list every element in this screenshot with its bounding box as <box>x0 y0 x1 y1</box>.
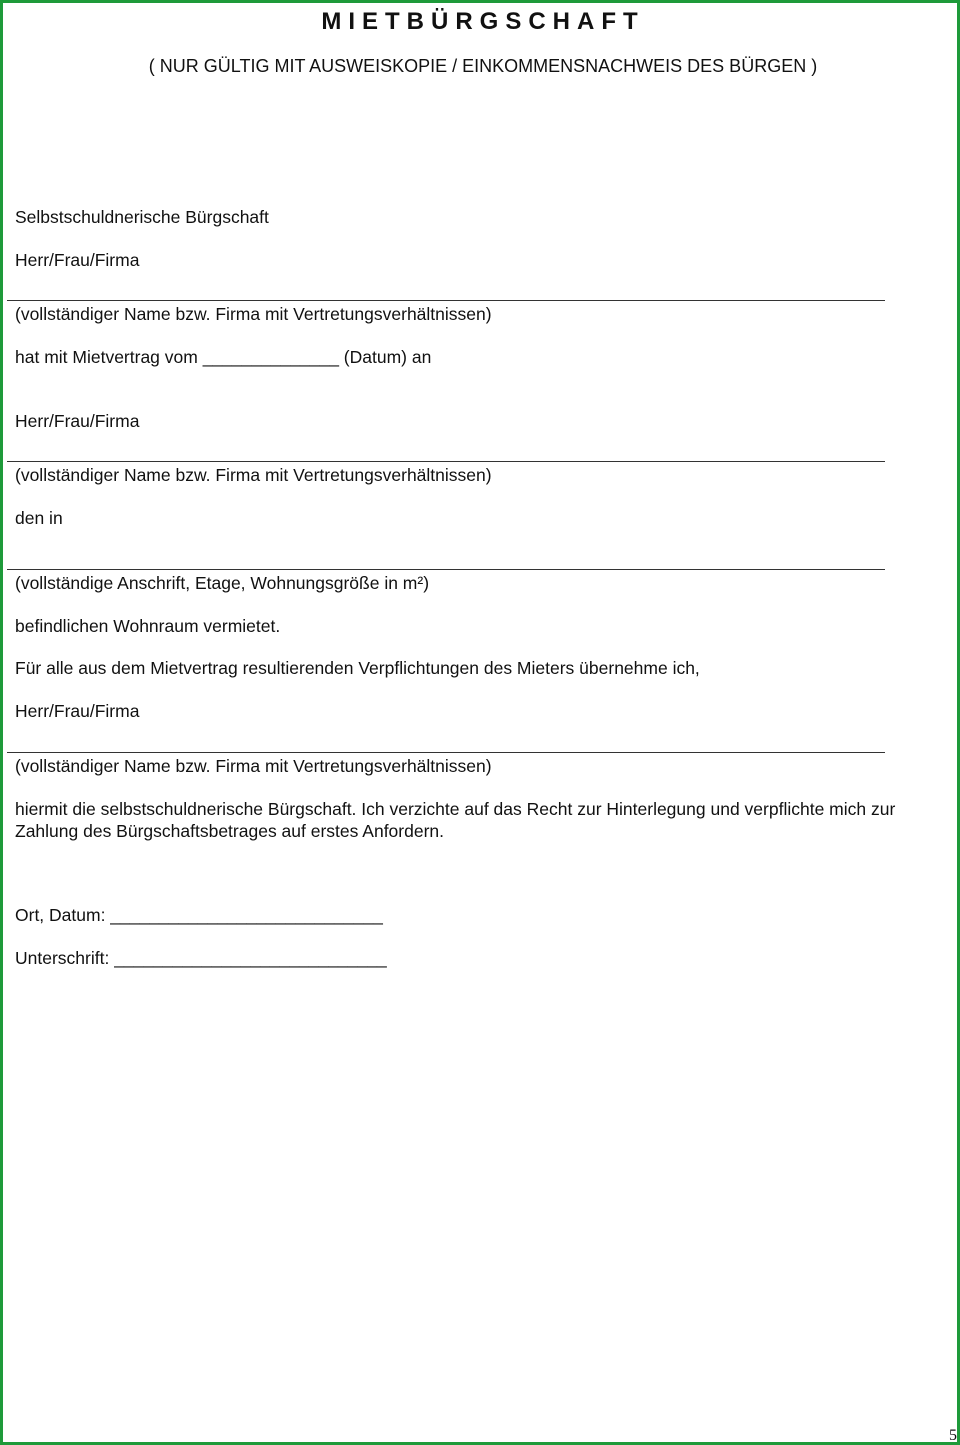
document-title: MIETBÜRGSCHAFT <box>321 8 645 35</box>
party-label-tenant: Herr/Frau/Firma <box>15 411 140 431</box>
obligation-line: Für alle aus dem Mietvertrag resultierenden Verpflichtungen des Mieters übernehme ich, <box>15 658 700 678</box>
fill-line-guarantor-name <box>7 752 885 753</box>
name-hint-guarantor: (vollständiger Name bzw. Firma mit Vertretungsverhältnissen) <box>15 756 492 776</box>
declaration-paragraph: hiermit die selbstschuldnerische Bürgschaft. Ich verzichte auf das Recht zur Hinterlegung und verpflichte mich zur Zahlung des Bürgschaftsbetrages auf erstes Anfordern. <box>15 799 896 841</box>
name-hint-landlord: (vollständiger Name bzw. Firma mit Vertretungsverhältnissen) <box>15 304 492 324</box>
fill-line-address <box>7 569 885 570</box>
name-hint-tenant: (vollständiger Name bzw. Firma mit Vertretungsverhältnissen) <box>15 465 492 485</box>
party-label-guarantor: Herr/Frau/Firma <box>15 701 140 721</box>
page-number: 5 <box>949 1427 957 1444</box>
contract-date-line: hat mit Mietvertrag vom ______________ (Datum) an <box>15 347 432 367</box>
fill-line-tenant-name <box>7 461 885 462</box>
signature-field: Unterschrift: ____________________________ <box>15 948 387 968</box>
place-date-field: Ort, Datum: ____________________________ <box>15 905 383 925</box>
rented-line: befindlichen Wohnraum vermietet. <box>15 616 281 636</box>
fill-line-landlord-name <box>7 300 885 301</box>
party-label-landlord: Herr/Frau/Firma <box>15 250 140 270</box>
document-subtitle: ( NUR GÜLTIG MIT AUSWEISKOPIE / EINKOMMENSNACHWEIS DES BÜRGEN ) <box>148 56 818 76</box>
address-hint: (vollständige Anschrift, Etage, Wohnungsgröße in m²) <box>15 573 430 593</box>
section-heading: Selbstschuldnerische Bürgschaft <box>15 207 269 227</box>
den-in-text: den in <box>15 508 63 528</box>
